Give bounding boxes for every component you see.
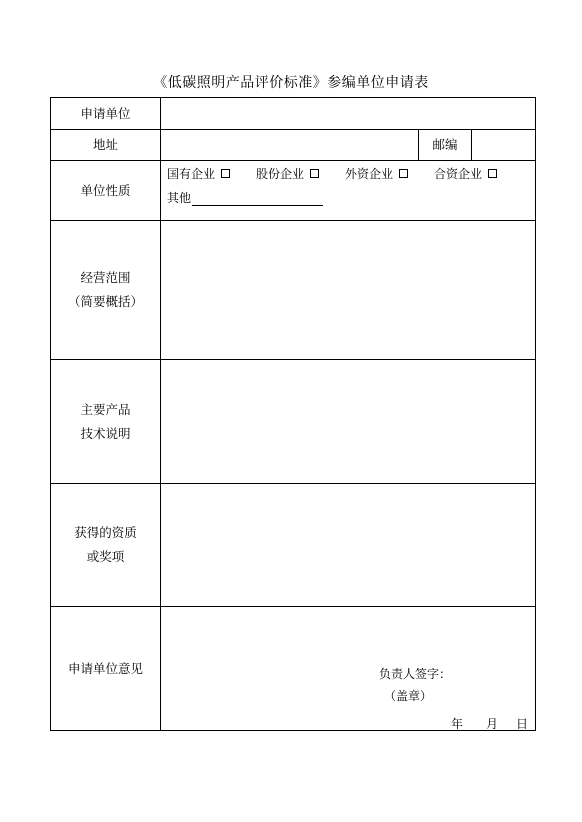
awards-label: [51, 484, 161, 607]
other-label: 其他: [167, 191, 192, 205]
scope-label-line2: （简要概括）: [67, 294, 143, 309]
row-address: [51, 130, 536, 161]
products-label-line1: 主要产品: [80, 401, 131, 417]
checkbox-icon[interactable]: [488, 169, 497, 178]
postcode-field[interactable]: [472, 130, 536, 161]
products-field[interactable]: [161, 360, 536, 484]
postcode-label: 邮编: [419, 130, 472, 161]
nature-label: 单位性质: [51, 161, 161, 221]
row-applicant: [51, 98, 536, 130]
checkbox-icon[interactable]: [399, 169, 408, 178]
signature-label: 负责人签字：: [379, 667, 452, 681]
application-form-table: [50, 97, 536, 731]
form-title: 《低碳照明产品评价标准》参编单位申请表: [153, 75, 429, 91]
year-label: 年: [451, 717, 464, 731]
option-state-owned[interactable]: [167, 165, 230, 182]
row-products: [51, 360, 536, 484]
products-label-line2: 技术说明: [80, 425, 131, 441]
scope-label-line1: 经营范围: [80, 270, 131, 285]
option-label: 国有企业: [167, 167, 216, 181]
scope-label: [51, 221, 161, 360]
nature-options: [167, 165, 535, 182]
option-label: 合资企业: [434, 167, 483, 181]
opinion-field[interactable]: [161, 607, 536, 731]
products-label: [51, 360, 161, 484]
checkbox-icon[interactable]: [221, 169, 230, 178]
seal-label: （盖章）: [384, 689, 433, 703]
opinion-label: 申请单位意见: [51, 607, 161, 731]
address-field[interactable]: [161, 130, 419, 161]
option-joint-venture[interactable]: [434, 165, 497, 182]
row-awards: [51, 484, 536, 607]
applicant-field[interactable]: [161, 98, 536, 130]
option-foreign[interactable]: [345, 165, 408, 182]
checkbox-icon[interactable]: [310, 169, 319, 178]
address-label: 地址: [51, 130, 161, 161]
month-label: 月: [486, 717, 499, 731]
awards-field[interactable]: [161, 484, 536, 607]
row-opinion: [51, 607, 536, 731]
nature-options-cell: [161, 161, 536, 221]
applicant-label: 申请单位: [51, 98, 161, 130]
awards-label-line2: 或奖项: [86, 549, 125, 564]
option-joint-stock[interactable]: [256, 165, 319, 182]
option-label: 外资企业: [345, 167, 394, 181]
row-nature: [51, 161, 536, 221]
row-scope: [51, 221, 536, 360]
scope-field[interactable]: [161, 221, 536, 360]
option-label: 股份企业: [256, 167, 305, 181]
nature-other: [167, 189, 535, 206]
day-label: 日: [516, 717, 529, 731]
other-input-line[interactable]: [192, 194, 323, 206]
awards-label-line1: 获得的资质: [74, 525, 137, 540]
